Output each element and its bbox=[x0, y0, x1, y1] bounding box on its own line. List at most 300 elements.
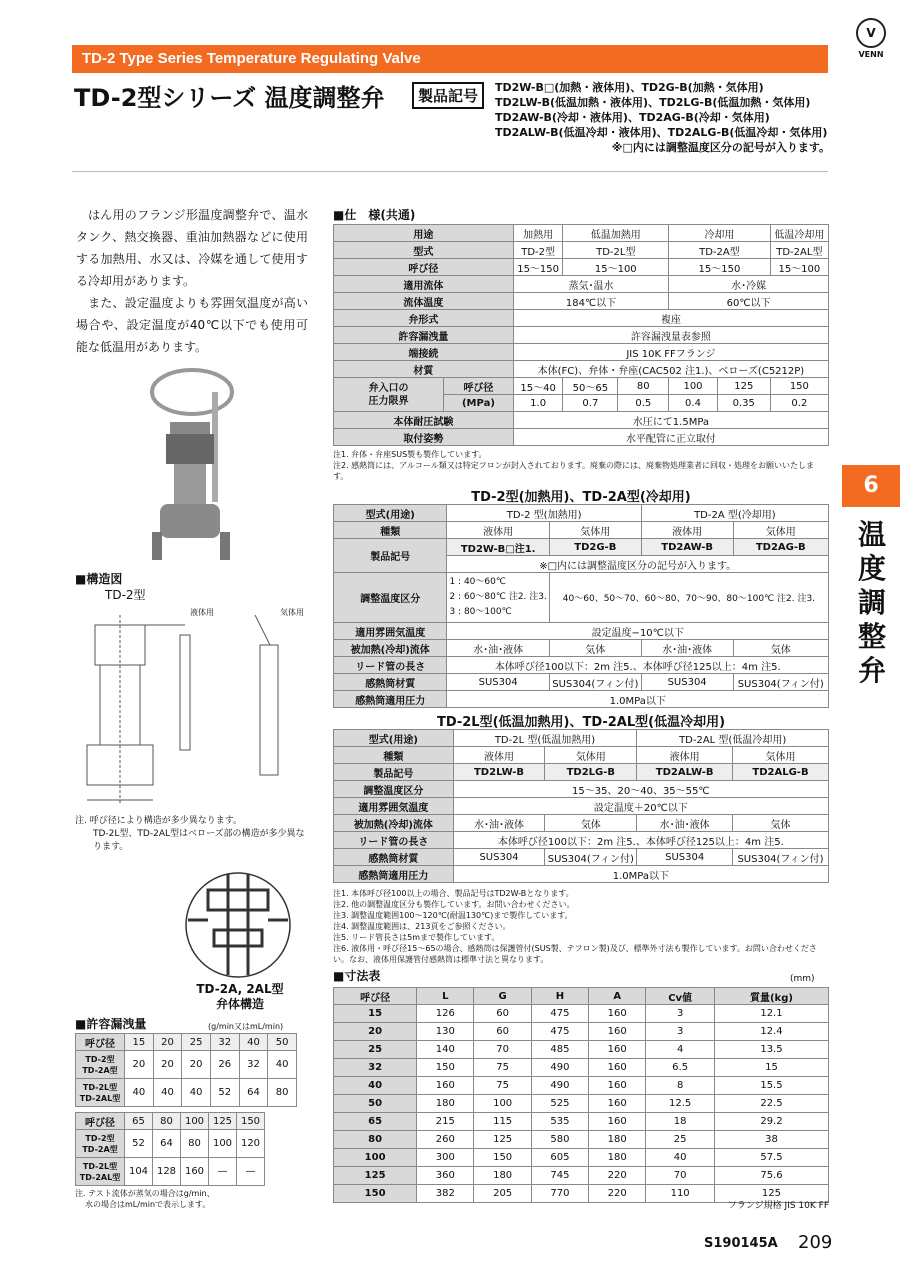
structure-model: TD-2型 bbox=[105, 588, 146, 602]
liquid-label: 液体用 bbox=[190, 608, 214, 617]
table-row bbox=[334, 1167, 829, 1185]
table-row bbox=[334, 674, 829, 691]
range-item: 3 : 80〜100℃ bbox=[449, 607, 512, 617]
table-cell: 呼び径 bbox=[76, 1034, 125, 1051]
table-cell: 0.4 bbox=[669, 395, 718, 412]
table-row bbox=[334, 539, 829, 556]
row-header: 100 bbox=[334, 1149, 417, 1167]
dims-body bbox=[334, 1005, 829, 1203]
table-row bbox=[334, 327, 829, 344]
table-cell: SUS304 bbox=[447, 674, 549, 691]
table-cell: 3 bbox=[646, 1023, 715, 1041]
table-cell: 64 bbox=[239, 1079, 268, 1107]
table-cell: 適用流体 bbox=[334, 276, 514, 293]
press-label: 弁入口の bbox=[368, 382, 409, 394]
table-cell: 12.5 bbox=[646, 1095, 715, 1113]
table-cell: 382 bbox=[417, 1185, 474, 1203]
table-cell: 呼び径 bbox=[76, 1113, 125, 1130]
table-cell: SUS304 bbox=[453, 849, 545, 866]
table-cell: 38 bbox=[714, 1131, 828, 1149]
table-cell: 種類 bbox=[334, 747, 454, 764]
table-cell: 15 bbox=[714, 1059, 828, 1077]
table-row bbox=[334, 730, 829, 747]
table-row bbox=[334, 1023, 829, 1041]
table-cell: 水･油･液体 bbox=[637, 815, 733, 832]
table-cell: 26 bbox=[210, 1051, 239, 1079]
chapter-number: 6 bbox=[842, 465, 900, 507]
table-cell: TD2G-B bbox=[549, 539, 641, 556]
table-cell: 0.7 bbox=[563, 395, 618, 412]
product-note: ※□内には調整温度区分の記号が入ります。 bbox=[611, 141, 830, 154]
spec-note: 注2. 感熱筒には、アルコール類又は特定フロンが封入されております。廃棄の際には、廃棄物処理業者に回収・処理をお願いいたします。 bbox=[333, 461, 815, 481]
td2-title: TD-2型(加熱用)、TD-2A型(冷却用) bbox=[471, 490, 691, 505]
table-row bbox=[334, 259, 829, 276]
table-cell: 140 bbox=[417, 1041, 474, 1059]
table-cell: 気体用 bbox=[545, 747, 637, 764]
table-cell: 水平配管に正立取付 bbox=[513, 429, 828, 446]
table-cell: 100 bbox=[474, 1095, 531, 1113]
table-cell bbox=[447, 573, 549, 623]
table-cell: 20 bbox=[153, 1034, 182, 1051]
table-row bbox=[334, 412, 829, 429]
table-cell: 15〜150 bbox=[513, 259, 563, 276]
table-cell: 150 bbox=[417, 1059, 474, 1077]
table-cell: 気体 bbox=[549, 640, 641, 657]
table-cell: TD-2L 型(低温加熱用) bbox=[453, 730, 637, 747]
table-cell: 被加熱(冷却)流体 bbox=[334, 640, 447, 657]
table-cell: 冷却用 bbox=[669, 225, 771, 242]
table-cell: 感熱筒材質 bbox=[334, 849, 454, 866]
note-line: 注4. 調整温度範囲は、213頁をご参照ください。 bbox=[333, 922, 511, 931]
table-cell: TD-2 型(加熱用) bbox=[447, 505, 641, 522]
column-header: 呼び径 bbox=[334, 988, 417, 1005]
table-cell: 100 bbox=[209, 1130, 237, 1158]
table-row bbox=[334, 781, 829, 798]
valve-detail-image bbox=[178, 870, 298, 980]
table-cell: 0.2 bbox=[770, 395, 828, 412]
note-line: 注6. 液体用・呼び径15〜65の場合、感熱筒は保護管付(SUS製、テフロン製)及び、標準外寸法も製作しています。お問い合わせください。なお、液体用保護管付感熱筒は標準寸法と異なります。 bbox=[333, 944, 817, 964]
table-cell: 水･油･液体 bbox=[447, 640, 549, 657]
intro-text bbox=[76, 204, 308, 358]
table-row bbox=[334, 344, 829, 361]
table-cell: TD-2AL 型(低温冷却用) bbox=[637, 730, 829, 747]
row-header: 80 bbox=[334, 1131, 417, 1149]
note-line: 注5. リード管長さは5mまで製作しています。 bbox=[333, 933, 500, 942]
table-row bbox=[76, 1051, 297, 1079]
table-cell: 低温冷却用 bbox=[770, 225, 828, 242]
table-cell: 気体 bbox=[733, 815, 829, 832]
table-cell: 160 bbox=[589, 1095, 646, 1113]
table-cell: 125 bbox=[717, 378, 770, 395]
table-cell: 80 bbox=[181, 1130, 209, 1158]
table-cell: 64 bbox=[153, 1130, 181, 1158]
note-line: 注3. 調整温度範囲100〜120℃(耐温130℃)まで製作しています。 bbox=[333, 911, 573, 920]
table-cell: 0.35 bbox=[717, 395, 770, 412]
gas-label: 気体用 bbox=[280, 608, 304, 617]
table-cell: 15.5 bbox=[714, 1077, 828, 1095]
table-cell: 15 bbox=[125, 1034, 154, 1051]
table-row bbox=[334, 849, 829, 866]
spec-note: 注1. 弁体・弁座SUS製も製作しています。 bbox=[333, 450, 487, 459]
table-row bbox=[334, 815, 829, 832]
table-cell: 150 bbox=[770, 378, 828, 395]
table-cell: 用途 bbox=[334, 225, 514, 242]
table-cell: 調整温度区分 bbox=[334, 781, 454, 798]
table-cell: 水圧にて1.5MPa bbox=[513, 412, 828, 429]
row-header: 32 bbox=[334, 1059, 417, 1077]
product-line: TD2AW-B(冷却・液体用)、TD2AG-B(冷却・気体用) bbox=[495, 111, 770, 124]
press-label: 圧力限界 bbox=[368, 395, 409, 407]
table-row bbox=[76, 1113, 265, 1130]
table-cell: TD-2A 型(冷却用) bbox=[641, 505, 828, 522]
table-cell: 種類 bbox=[334, 522, 447, 539]
table-cell: 気体用 bbox=[549, 522, 641, 539]
table-cell: TD2AG-B bbox=[733, 539, 829, 556]
table-cell: 60 bbox=[474, 1023, 531, 1041]
detail-caption bbox=[170, 982, 310, 1012]
table-row bbox=[334, 1131, 829, 1149]
table-cell: 15〜150 bbox=[669, 259, 771, 276]
table-cell: 適用雰囲気温度 bbox=[334, 623, 447, 640]
table-row bbox=[334, 640, 829, 657]
td2l-table bbox=[333, 729, 829, 883]
table-cell: TD2ALW-B bbox=[637, 764, 733, 781]
spec-table bbox=[333, 224, 829, 446]
table-cell: 呼び径 bbox=[334, 259, 514, 276]
table-row bbox=[334, 242, 829, 259]
table-cell: JIS 10K FFフランジ bbox=[513, 344, 828, 361]
table-cell: 材質 bbox=[334, 361, 514, 378]
table-cell: 160 bbox=[181, 1158, 209, 1186]
table-cell: 20 bbox=[182, 1051, 211, 1079]
table-cell: 加熱用 bbox=[513, 225, 563, 242]
table-cell: 475 bbox=[531, 1005, 588, 1023]
page-title: TD-2型シリーズ 温度調整弁 bbox=[74, 84, 385, 112]
column-header: L bbox=[417, 988, 474, 1005]
table-cell: 気体用 bbox=[733, 522, 829, 539]
table-cell: 1.0MPa以下 bbox=[447, 691, 829, 708]
table-cell: 605 bbox=[531, 1149, 588, 1167]
table-cell: 設定温度−10℃以下 bbox=[447, 623, 829, 640]
leak-notes bbox=[75, 1188, 305, 1210]
structure-heading: ■構造図 bbox=[75, 572, 123, 586]
table-cell: 110 bbox=[646, 1185, 715, 1203]
intro-paragraph: また、設定温度よりも雰囲気温度が高い場合や、設定温度が40℃以下でも使用可能な低温用があります。 bbox=[76, 296, 308, 354]
logo-mark-icon: V bbox=[856, 18, 886, 48]
structure-drawing-image bbox=[75, 615, 305, 811]
table-cell: 蒸気･温水 bbox=[513, 276, 668, 293]
table-row bbox=[334, 293, 829, 310]
table-cell: 40 bbox=[268, 1051, 297, 1079]
row-header: 40 bbox=[334, 1077, 417, 1095]
table-row bbox=[334, 832, 829, 849]
table-row bbox=[334, 1059, 829, 1077]
table-cell: 呼び径 bbox=[444, 378, 514, 395]
table-cell: 流体温度 bbox=[334, 293, 514, 310]
table-row bbox=[334, 764, 829, 781]
valve-detail-drawing bbox=[178, 870, 298, 980]
table-cell: TD-2AL型 bbox=[770, 242, 828, 259]
table-cell: 80 bbox=[153, 1113, 181, 1130]
table-row bbox=[334, 310, 829, 327]
product-line: TD2LW-B(低温加熱・液体用)、TD2LG-B(低温加熱・気体用) bbox=[495, 96, 811, 109]
table-cell: 本体呼び径100以下：2m 注5.、本体呼び径125以上：4m 注5. bbox=[453, 832, 828, 849]
table-cell: TD-2L型 bbox=[563, 242, 669, 259]
table-cell: 180 bbox=[417, 1095, 474, 1113]
td2-table bbox=[333, 504, 829, 708]
row-header: 20 bbox=[334, 1023, 417, 1041]
table-cell: 6.5 bbox=[646, 1059, 715, 1077]
table-cell: SUS304 bbox=[641, 674, 733, 691]
table-cell: 580 bbox=[531, 1131, 588, 1149]
table-cell: TD-2L型 TD-2AL型 bbox=[76, 1158, 125, 1186]
table-row bbox=[334, 1005, 829, 1023]
table-cell: 160 bbox=[589, 1005, 646, 1023]
table-cell: 0.5 bbox=[618, 395, 669, 412]
table-cell: 調整温度区分 bbox=[334, 573, 447, 623]
column-header: Cv値 bbox=[646, 988, 715, 1005]
table-cell: 60 bbox=[474, 1005, 531, 1023]
table-cell: 4 bbox=[646, 1041, 715, 1059]
table-row bbox=[334, 691, 829, 708]
table-cell: 75.6 bbox=[714, 1167, 828, 1185]
table-cell: SUS304(フィン付) bbox=[545, 849, 637, 866]
table-cell: (MPa) bbox=[444, 395, 514, 412]
table-row bbox=[334, 1095, 829, 1113]
document-code: S190145A bbox=[704, 1236, 778, 1251]
range-item: 2 : 60〜80℃ 注2. 注3. bbox=[449, 592, 547, 602]
table-cell: 126 bbox=[417, 1005, 474, 1023]
table-cell: 57.5 bbox=[714, 1149, 828, 1167]
product-code-label: 製品記号 bbox=[412, 82, 484, 109]
table-cell: 40 bbox=[125, 1079, 154, 1107]
table-cell: 70 bbox=[474, 1041, 531, 1059]
table-cell: 32 bbox=[210, 1034, 239, 1051]
column-header: H bbox=[531, 988, 588, 1005]
table-cell: 取付姿勢 bbox=[334, 429, 514, 446]
table-cell: 許容漏洩量 bbox=[334, 327, 514, 344]
table-cell: TD2W-B□注1. bbox=[447, 539, 549, 556]
venn-logo bbox=[848, 18, 894, 59]
structure-note: TD-2L型、TD-2AL型はベローズ部の構造が多少異なります。 bbox=[93, 829, 305, 852]
table-cell: SUS304(フィン付) bbox=[733, 674, 829, 691]
table-row bbox=[334, 1149, 829, 1167]
table-row bbox=[334, 522, 829, 539]
intro-paragraph: はん用のフランジ形温度調整弁で、温水タンク、熱交換器、重油加熱器などに使用する加熱用、水又は、冷媒を通して使用する冷却用があります。 bbox=[76, 208, 308, 288]
table-row bbox=[76, 1130, 265, 1158]
table-cell: 65 bbox=[125, 1113, 153, 1130]
table-cell: 475 bbox=[531, 1023, 588, 1041]
spec-notes bbox=[333, 449, 829, 482]
table-cell: 50 bbox=[268, 1034, 297, 1051]
table-cell: 150 bbox=[237, 1113, 265, 1130]
table-cell: 260 bbox=[417, 1131, 474, 1149]
leak-table-2 bbox=[75, 1112, 265, 1186]
table-cell: 20 bbox=[153, 1051, 182, 1079]
table-row bbox=[334, 657, 829, 674]
table-cell: 128 bbox=[153, 1158, 181, 1186]
table-cell: 40 bbox=[239, 1034, 268, 1051]
table-cell: TD-2型 TD-2A型 bbox=[76, 1130, 125, 1158]
table-cell: 複座 bbox=[513, 310, 828, 327]
row-header: 50 bbox=[334, 1095, 417, 1113]
table-cell: TD2AW-B bbox=[641, 539, 733, 556]
table-row bbox=[334, 1113, 829, 1131]
leak-note: 水の場合はmL/minで表示します。 bbox=[85, 1200, 211, 1209]
table-cell: リード管の長さ bbox=[334, 832, 454, 849]
table-cell: 180 bbox=[589, 1149, 646, 1167]
product-code-list bbox=[495, 80, 830, 155]
table-cell: SUS304 bbox=[637, 849, 733, 866]
table-cell: 許容漏洩量表参照 bbox=[513, 327, 828, 344]
dims-heading: ■寸法表 bbox=[333, 969, 381, 983]
table-cell: 12.4 bbox=[714, 1023, 828, 1041]
table-cell: 160 bbox=[589, 1023, 646, 1041]
table-cell: 300 bbox=[417, 1149, 474, 1167]
column-header: A bbox=[589, 988, 646, 1005]
series-banner: TD-2 Type Series Temperature Regulating Valve bbox=[72, 45, 828, 73]
table-cell: 490 bbox=[531, 1077, 588, 1095]
table-cell: 70 bbox=[646, 1167, 715, 1185]
table-cell: 22.5 bbox=[714, 1095, 828, 1113]
logo-text: VENN bbox=[858, 50, 884, 59]
table-cell: 130 bbox=[417, 1023, 474, 1041]
table-cell: 160 bbox=[589, 1041, 646, 1059]
table-row bbox=[334, 378, 829, 395]
table-cell: 125 bbox=[474, 1131, 531, 1149]
table-cell: 100 bbox=[669, 378, 718, 395]
table-cell: 型式(用途) bbox=[334, 505, 447, 522]
table-row bbox=[76, 1034, 297, 1051]
table-row bbox=[334, 225, 829, 242]
table-cell: 160 bbox=[589, 1113, 646, 1131]
table-cell: 水･冷媒 bbox=[669, 276, 829, 293]
table-cell: 端接続 bbox=[334, 344, 514, 361]
table-row bbox=[334, 573, 829, 623]
table-cell: 75 bbox=[474, 1077, 531, 1095]
table-cell: 25 bbox=[182, 1034, 211, 1051]
table-cell: 水･油･液体 bbox=[453, 815, 545, 832]
table-cell: 160 bbox=[589, 1077, 646, 1095]
table-cell: 8 bbox=[646, 1077, 715, 1095]
table-cell: 製品記号 bbox=[334, 764, 454, 781]
table-cell: TD2LG-B bbox=[545, 764, 637, 781]
table-cell: 40 bbox=[153, 1079, 182, 1107]
table-cell: 220 bbox=[589, 1185, 646, 1203]
table-cell: 40 bbox=[182, 1079, 211, 1107]
table-row bbox=[334, 1041, 829, 1059]
table-row bbox=[334, 276, 829, 293]
table-row bbox=[334, 798, 829, 815]
table-cell: 104 bbox=[125, 1158, 153, 1186]
table-cell: 設定温度＋20℃以下 bbox=[453, 798, 828, 815]
table-cell: 160 bbox=[417, 1077, 474, 1095]
table-cell: 18 bbox=[646, 1113, 715, 1131]
table-cell: 水･油･液体 bbox=[641, 640, 733, 657]
detail-caption-model: TD-2A, 2AL型 bbox=[196, 982, 284, 996]
row-header: 125 bbox=[334, 1167, 417, 1185]
table-cell: 180 bbox=[589, 1131, 646, 1149]
table-cell: TD2LW-B bbox=[453, 764, 545, 781]
divider bbox=[72, 171, 828, 172]
table-cell: 本体呼び径100以下：2m 注5.、本体呼び径125以上：4m 注5. bbox=[447, 657, 829, 674]
valve-photo bbox=[130, 362, 250, 572]
table-row bbox=[76, 1079, 297, 1107]
product-line: TD2ALW-B(低温冷却・液体用)、TD2ALG-B(低温冷却・気体用) bbox=[495, 126, 828, 139]
table-row bbox=[334, 361, 829, 378]
table-cell: 115 bbox=[474, 1113, 531, 1131]
table-cell: 13.5 bbox=[714, 1041, 828, 1059]
table-cell: 被加熱(冷却)流体 bbox=[334, 815, 454, 832]
table-cell: 適用雰囲気温度 bbox=[334, 798, 454, 815]
spec-heading: ■仕 様(共通) bbox=[333, 208, 416, 222]
product-line: TD2W-B□(加熱・液体用)、TD2G-B(加熱・気体用) bbox=[495, 81, 764, 94]
table-cell: 485 bbox=[531, 1041, 588, 1059]
table-cell: 52 bbox=[210, 1079, 239, 1107]
page-number: 209 bbox=[798, 1232, 833, 1253]
table-row bbox=[334, 747, 829, 764]
table-cell: 感熱筒材質 bbox=[334, 674, 447, 691]
table-row bbox=[334, 623, 829, 640]
td2l-title: TD-2L型(低温加熱用)、TD-2AL型(低温冷却用) bbox=[436, 715, 726, 730]
table-cell: — bbox=[237, 1158, 265, 1186]
table-cell: 本体(FC)、弁体・弁座(CAC502 注1.)、ベローズ(C5212P) bbox=[513, 361, 828, 378]
table-cell: 20 bbox=[125, 1051, 154, 1079]
table-cell: 160 bbox=[589, 1059, 646, 1077]
table-cell: 弁形式 bbox=[334, 310, 514, 327]
table-cell: 60℃以下 bbox=[669, 293, 829, 310]
table-cell: 型式 bbox=[334, 242, 514, 259]
table-cell: 15〜35、20〜40、35〜55℃ bbox=[453, 781, 828, 798]
table-cell: 気体 bbox=[733, 640, 829, 657]
table-cell: 184℃以下 bbox=[513, 293, 668, 310]
table-cell: SUS304(フィン付) bbox=[549, 674, 641, 691]
table-cell: 1.0MPa以下 bbox=[453, 866, 828, 883]
table-row bbox=[334, 429, 829, 446]
table-cell: 本体耐圧試験 bbox=[334, 412, 514, 429]
table-row bbox=[334, 866, 829, 883]
table-cell: 535 bbox=[531, 1113, 588, 1131]
table-cell: 360 bbox=[417, 1167, 474, 1185]
table-cell: 29.2 bbox=[714, 1113, 828, 1131]
table-cell: 215 bbox=[417, 1113, 474, 1131]
table-cell: 32 bbox=[239, 1051, 268, 1079]
leak-table-1 bbox=[75, 1033, 297, 1107]
note-line: 注2. 他の調整温度区分も製作しています。お問い合わせください。 bbox=[333, 900, 575, 909]
leak-heading: ■許容漏洩量 bbox=[75, 1017, 147, 1031]
leak-note: 注. テスト流体が蒸気の場合はg/min、 bbox=[75, 1189, 215, 1198]
table-row bbox=[76, 1158, 265, 1186]
table-cell: 3 bbox=[646, 1005, 715, 1023]
row-header: 65 bbox=[334, 1113, 417, 1131]
table-cell: 150 bbox=[474, 1149, 531, 1167]
table-cell: TD-2A型 bbox=[669, 242, 771, 259]
structure-note: 注. 呼び径により構造が多少異なります。 bbox=[75, 816, 243, 826]
table-cell: 25 bbox=[646, 1131, 715, 1149]
column-header: G bbox=[474, 988, 531, 1005]
table-cell: 液体用 bbox=[641, 522, 733, 539]
row-header: 150 bbox=[334, 1185, 417, 1203]
table-cell: 気体用 bbox=[733, 747, 829, 764]
table-cell: 低温加熱用 bbox=[563, 225, 669, 242]
table-cell: 80 bbox=[268, 1079, 297, 1107]
valve-photo-image bbox=[130, 362, 250, 572]
table-cell: リード管の長さ bbox=[334, 657, 447, 674]
table-cell: 120 bbox=[237, 1130, 265, 1158]
table-cell: ※□内には調整温度区分の記号が入ります。 bbox=[447, 556, 829, 573]
row-header: 15 bbox=[334, 1005, 417, 1023]
table-cell: TD2ALG-B bbox=[733, 764, 829, 781]
